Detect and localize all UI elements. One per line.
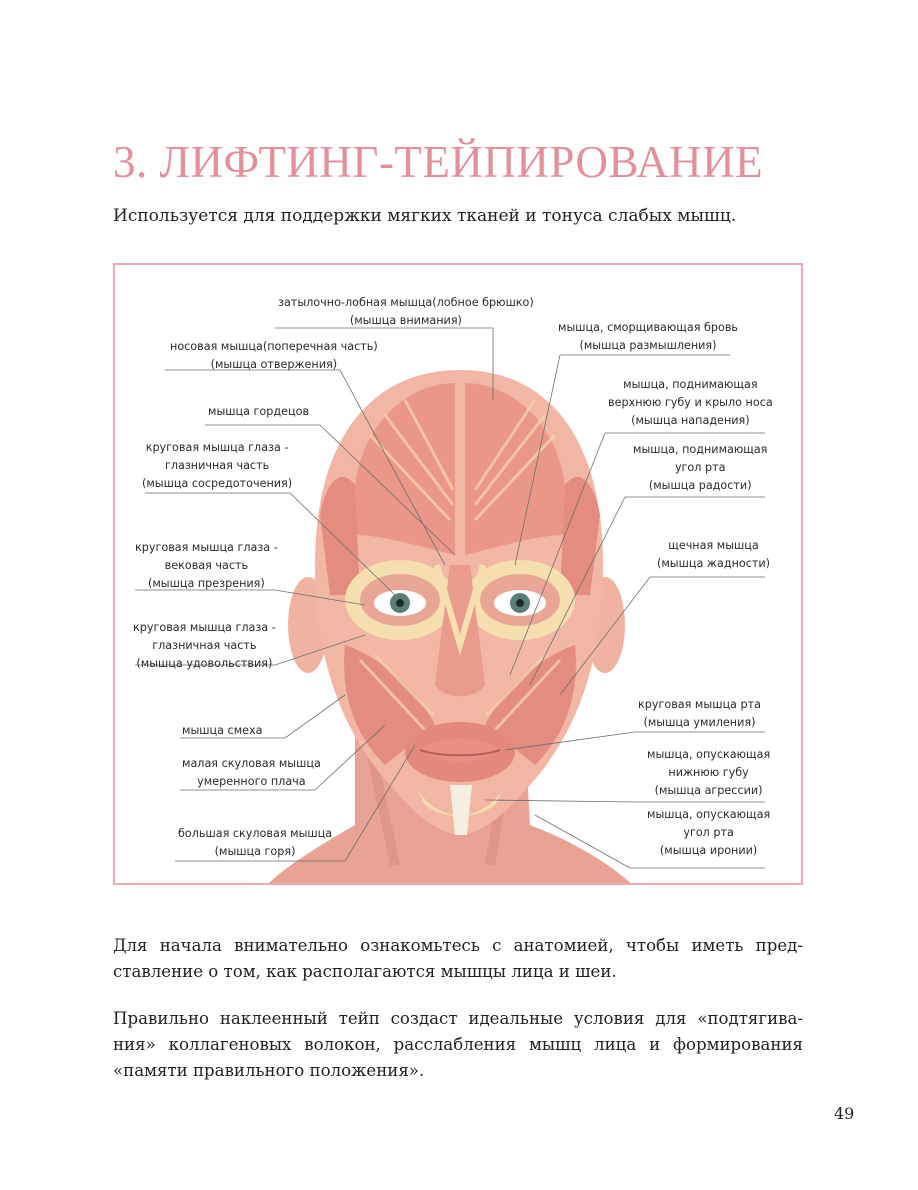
label-line: мышца, опускающая <box>647 748 771 761</box>
face-muscles-diagram <box>113 263 803 885</box>
label-line: круговая мышца рта <box>638 698 761 711</box>
label-line: мышца, опускающая <box>647 808 771 821</box>
label-line: (мышца отвержения) <box>210 358 338 371</box>
label-line: мышца смеха <box>182 724 263 737</box>
label-line: угол рта <box>683 826 734 839</box>
label-orbicularis-oris <box>638 696 761 732</box>
label-orbicularis-orbital-2 <box>133 619 276 673</box>
label-line: мышца, поднимающая <box>623 378 758 391</box>
label-line: (мышца удовольствия) <box>136 657 273 670</box>
label-line: мышца, сморщивающая бровь <box>558 321 739 334</box>
paragraph-tape: Правильно наклеенный тейп создаст идеальные условия для «подтягива-ния» коллагеновых волокон, расслабления мышц лица и формирования «памяти правильного положения». <box>113 1009 803 1080</box>
label-line: (мышца размышления) <box>579 339 717 352</box>
label-line: щечная мышца <box>668 539 759 552</box>
label-line: круговая мышца глаза - <box>145 441 289 454</box>
label-line: (мышца сосредоточения) <box>142 477 293 490</box>
label-depressor-labii <box>647 746 770 800</box>
label-zygomatic-minor <box>182 755 321 791</box>
label-line: (мышца жадности) <box>657 557 771 570</box>
label-corrugator <box>558 319 738 355</box>
label-line: малая скуловая мышца <box>182 757 321 770</box>
label-line: (мышца иронии) <box>659 844 758 857</box>
label-line: верхнюю губу и крыло носа <box>608 396 773 409</box>
label-line: (мышца горя) <box>214 845 296 858</box>
label-line: умеренного плача <box>197 775 306 788</box>
label-line: носовая мышца(поперечная часть) <box>170 340 378 353</box>
label-line: затылочно-лобная мышца(лобное брюшко) <box>278 296 534 309</box>
label-line: угол рта <box>674 461 726 474</box>
label-line: (мышца умиления) <box>643 716 756 729</box>
label-line: круговая мышца глаза - <box>135 541 278 554</box>
label-line: (мышца нападения) <box>631 414 750 427</box>
label-line: глазничная часть <box>164 459 270 472</box>
label-line: мышца, поднимающая <box>633 443 768 456</box>
page-title: 3. ЛИФТИНГ-ТЕЙПИРОВАНИЕ <box>113 137 764 187</box>
label-levator-labii <box>608 376 773 430</box>
label-line: большая скуловая мышца <box>178 827 333 840</box>
label-line: (мышца презрения) <box>147 577 265 590</box>
label-buccinator <box>657 537 770 573</box>
label-line: (мышца внимания) <box>349 314 462 327</box>
label-procerus <box>208 403 309 421</box>
label-nasalis <box>170 338 378 374</box>
label-frontalis <box>278 294 534 330</box>
label-line: (мышца агрессии) <box>654 784 763 797</box>
label-line: вековая часть <box>164 559 249 572</box>
label-levator-anguli <box>633 441 767 495</box>
label-line: глазничная часть <box>152 639 257 652</box>
label-orbicularis-orbital <box>142 439 292 493</box>
label-line: круговая мышца глаза - <box>133 621 276 634</box>
label-line: нижнюю губу <box>668 766 749 779</box>
label-line: (мышца радости) <box>648 479 752 492</box>
label-risorius <box>182 722 263 740</box>
page-number: 49 <box>834 1104 855 1123</box>
label-line: мышца гордецов <box>208 405 310 418</box>
label-orbicularis-palpebral <box>135 539 278 593</box>
label-depressor-anguli <box>647 806 770 860</box>
page-subtitle: Используется для поддержки мягких тканей и тонуса слабых мышц. <box>113 206 737 226</box>
paragraph-intro: Для начала внимательно ознакомьтесь с анатомией, чтобы иметь пред-ставление о том, как располагаются мышцы лица и шеи. <box>113 936 803 981</box>
label-zygomatic-major <box>178 825 332 861</box>
